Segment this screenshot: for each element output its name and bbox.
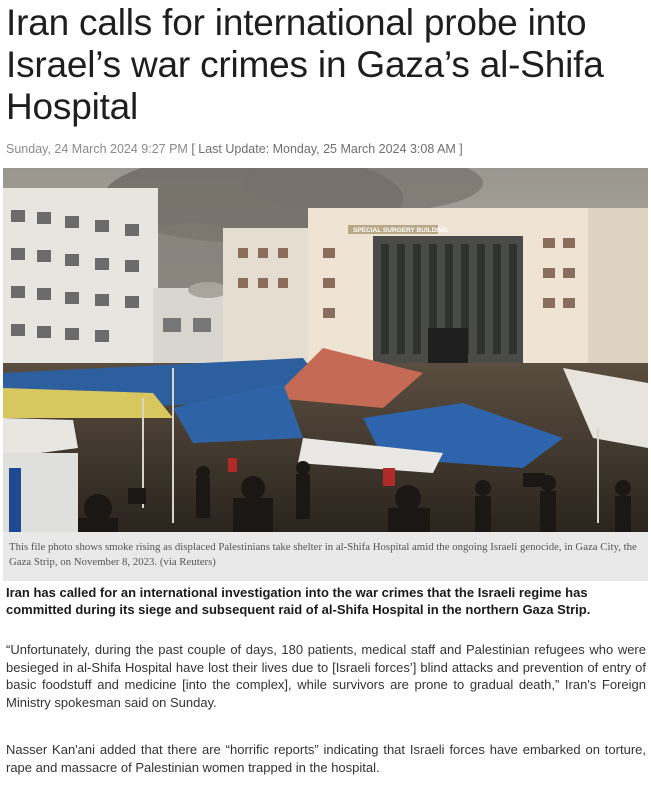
hospital-sign-text: SPECIAL SURGERY BUILDING (353, 227, 448, 234)
article-headline: Iran calls for international probe into Israel’s war crimes in Gaza’s al-Shifa Hospital (6, 2, 604, 127)
article-dateline (6, 142, 646, 156)
article-lead: Iran has called for an international investigation into the war crimes that the Israeli regime has committed during its siege and subsequent raid of al-Shifa Hospital in the northern Gaza Strip. (6, 585, 591, 617)
article-paragraph: Nasser Kan'ani added that there are “horrific reports” indicating that Israeli forces have embarked on torture, rape and massacre of Palestinian women trapped in the hospital. (6, 742, 646, 775)
photo-caption: This file photo shows smoke rising as displaced Palestinians take shelter in al-Shifa Hospital amid the ongoing Israeli genocide, in Gaza City, the Gaza Strip, on November 8, 2023. (via Reuters) (3, 532, 648, 581)
article-paragraph: “Unfortunately, during the past couple of days, 180 patients, medical staff and Palestinian refugees who were besieged in al-Shifa Hospital have lost their lives due to [Israeli forces’] blind attacks and prevention of entry of basic foodstuff and medicine [into the complex], while survivors are prone to gradual death,” Iran's Foreign Ministry spokesman said on Sunday. (6, 642, 646, 710)
hospital-photo-illustration (3, 168, 648, 532)
article-photo (3, 168, 648, 532)
publish-date: Sunday, 24 March 2024 9:27 PM (6, 142, 188, 156)
last-update-date: [ Last Update: Monday, 25 March 2024 3:08 AM ] (191, 142, 463, 156)
